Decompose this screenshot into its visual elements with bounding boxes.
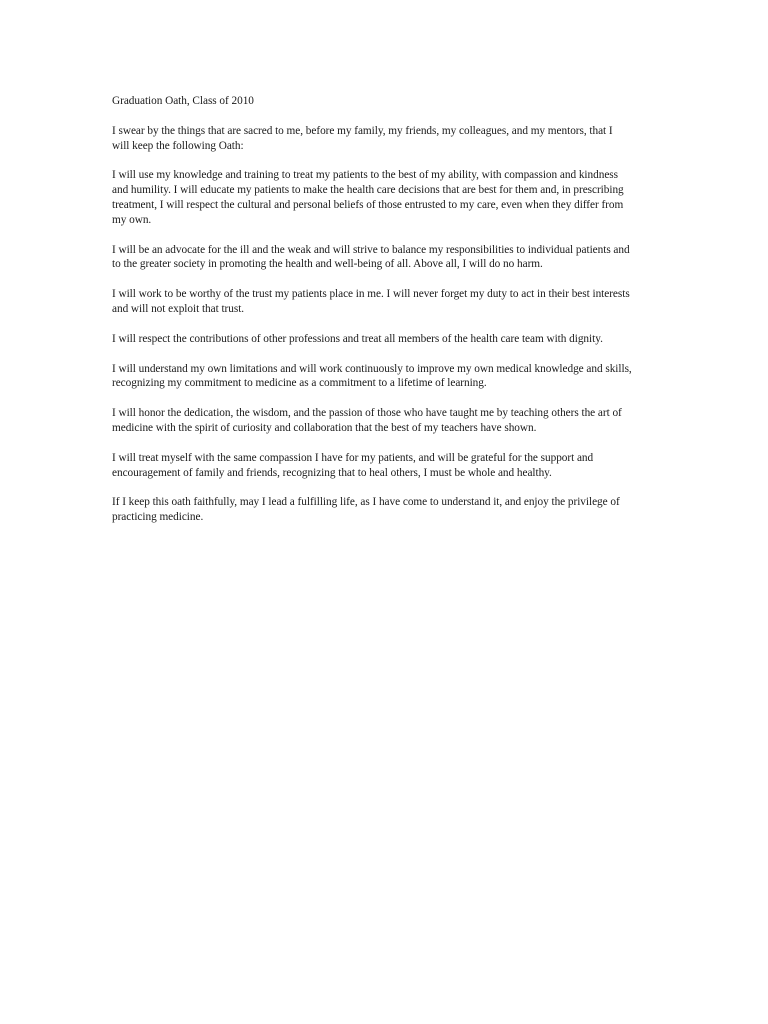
oath-paragraph-closing: If I keep this oath faithfully, may I lead a fulfilling life, as I have come to understand it, and enjoy the privilege of practicing medicine.	[112, 496, 620, 524]
oath-paragraph-teaching: I will honor the dedication, the wisdom, and the passion of those who have taught me by teaching others the art of medicine with the spirit of curiosity and collaboration that the best of my teachers have shown.	[112, 407, 622, 434]
oath-paragraph-respect: I will respect the contributions of other professions and treat all members of the health care team with dignity.	[112, 332, 603, 345]
oath-paragraph-limitations: I will understand my own limitations and will work continuously to improve my own medical knowledge and skills, recognizing my commitment to medicine as a commitment to a lifetime of learning.	[112, 362, 632, 390]
oath-paragraph-self-care: I will treat myself with the same compassion I have for my patients, and will be grateful for the support and encouragement of family and friends, recognizing that to heal others, I must be whole and healthy.	[112, 451, 594, 479]
document-body	[112, 94, 632, 540]
document-title: Graduation Oath, Class of 2010	[112, 95, 254, 107]
oath-paragraph-trust: I will work to be worthy of the trust my patients place in me. I will never forget my duty to act in their best interests and will not exploit that trust.	[112, 288, 630, 315]
oath-paragraph-advocate: I will be an advocate for the ill and the weak and will strive to balance my responsibilities to individual patients and to the greater society in promoting the health and well-being of all. Above all, I will do no harm.	[112, 243, 630, 271]
oath-paragraph-intro: I swear by the things that are sacred to me, before my family, my friends, my colleagues, and my mentors, that I will keep the following Oath:	[112, 124, 613, 152]
oath-paragraph-knowledge: I will use my knowledge and training to treat my patients to the best of my ability, with compassion and kindness and humility. I will educate my patients to make the health care decisions that are best for them and, in prescribing treatment, I will respect the cultural and personal beliefs of those entrusted to my care, even when they differ from my own.	[112, 169, 624, 226]
